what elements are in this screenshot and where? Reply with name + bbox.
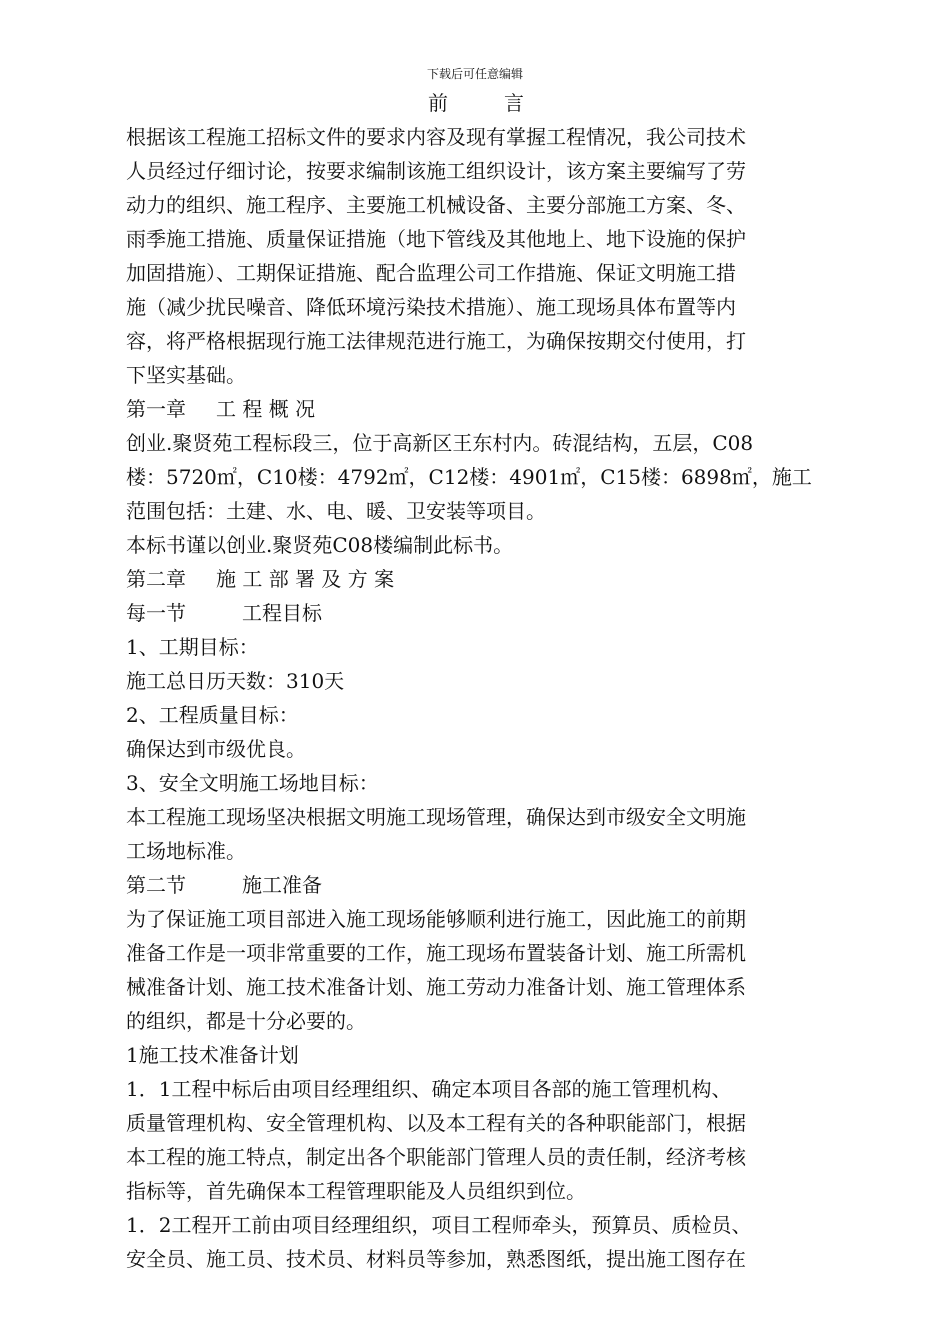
document-body (126, 86, 826, 1276)
goal3-label: 3、安全文明施工场地目标： (126, 771, 379, 795)
section2-intro-line: 准备工作是一项非常重要的工作，施工现场布置装备计划、施工所需机 (126, 941, 746, 965)
item-1-1-line: 本工程的施工特点，制定出各个职能部门管理人员的责任制，经济考核 (126, 1145, 746, 1169)
section2-intro-line: 为了保证施工项目部进入施工现场能够顺利进行施工，因此施工的前期 (126, 907, 746, 931)
chapter1-heading (126, 392, 826, 426)
goal2-text: 确保达到市级优良。 (126, 737, 306, 761)
section2-intro-line: 的组织，都是十分必要的。 (126, 1009, 366, 1033)
preface-line: 雨季施工措施、质量保证措施（地下管线及其他地上、地下设施的保护 (126, 227, 746, 251)
chapter1-line: 范围包括：土建、水、电、暖、卫安装等项目。 (126, 499, 546, 523)
item-1-1-line: 1．1工程中标后由项目经理组织、确定本项目各部的施工管理机构、 (126, 1077, 732, 1101)
section1-heading (126, 596, 826, 630)
preface-title-right: 言 (504, 91, 524, 115)
preface-line: 施（减少扰民噪音、降低环境污染技术措施）、施工现场具体布置等内 (126, 295, 736, 319)
chapter2-prefix: 第二章 (126, 567, 186, 591)
section2-intro-line: 械准备计划、施工技术准备计划、施工劳动力准备计划、施工管理体系 (126, 975, 746, 999)
section2-prefix: 第二节 (126, 873, 186, 897)
goal3-line: 工场地标准。 (126, 839, 246, 863)
item-1-2-line: 1．2工程开工前由项目经理组织，项目工程师牵头，预算员、质检员、 (126, 1213, 752, 1237)
chapter1-prefix: 第一章 (126, 397, 186, 421)
preface-line: 动力的组织、施工程序、主要施工机械设备、主要分部施工方案、冬、 (126, 193, 746, 217)
item-1-2-line: 安全员、施工员、技术员、材料员等参加，熟悉图纸，提出施工图存在 (126, 1247, 746, 1271)
section2-title: 施工准备 (242, 873, 322, 897)
chapter1-line: 本标书谨以创业.聚贤苑C08楼编制此标书。 (126, 533, 514, 557)
item-1-1-line: 质量管理机构、安全管理机构、以及本工程有关的各种职能部门，根据 (126, 1111, 746, 1135)
chapter2-title: 施 工 部 署 及 方 案 (216, 567, 395, 591)
section1-prefix: 每一节 (126, 601, 186, 625)
goal1-label: 1、工期目标： (126, 635, 259, 659)
section2-heading (126, 868, 826, 902)
preface-line: 下坚实基础。 (126, 363, 246, 387)
section1-title: 工程目标 (242, 601, 322, 625)
goal2-label: 2、工程质量目标： (126, 703, 299, 727)
chapter1-line: 楼：5720㎡，C10楼：4792㎡，C12楼：4901㎡，C15楼：6898㎡，施工 (126, 465, 812, 489)
goal3-line: 本工程施工现场坚决根据文明施工现场管理，确保达到市级安全文明施 (126, 805, 746, 829)
chapter2-heading (126, 562, 826, 596)
goal1-text: 施工总日历天数：310天 (126, 669, 345, 693)
preface-line: 加固措施）、工期保证措施、配合监理公司工作措施、保证文明施工措 (126, 261, 736, 285)
preface-title-left: 前 (428, 91, 448, 115)
item-1-1-line: 指标等，首先确保本工程管理职能及人员组织到位。 (126, 1179, 586, 1203)
preface-title (126, 86, 826, 120)
chapter1-title: 工 程 概 况 (216, 397, 316, 421)
header-note: 下载后可任意编辑 (426, 67, 523, 81)
chapter1-line: 创业.聚贤苑工程标段三，位于高新区王东村内。砖混结构，五层，C08 (126, 431, 754, 455)
plan-heading: 1施工技术准备计划 (126, 1043, 299, 1067)
preface-line: 人员经过仔细讨论，按要求编制该施工组织设计，该方案主要编写了劳 (126, 159, 746, 183)
preface-line: 容，将严格根据现行施工法律规范进行施工，为确保按期交付使用，打 (126, 329, 746, 353)
preface-line: 根据该工程施工招标文件的要求内容及现有掌握工程情况，我公司技术 (126, 125, 746, 149)
